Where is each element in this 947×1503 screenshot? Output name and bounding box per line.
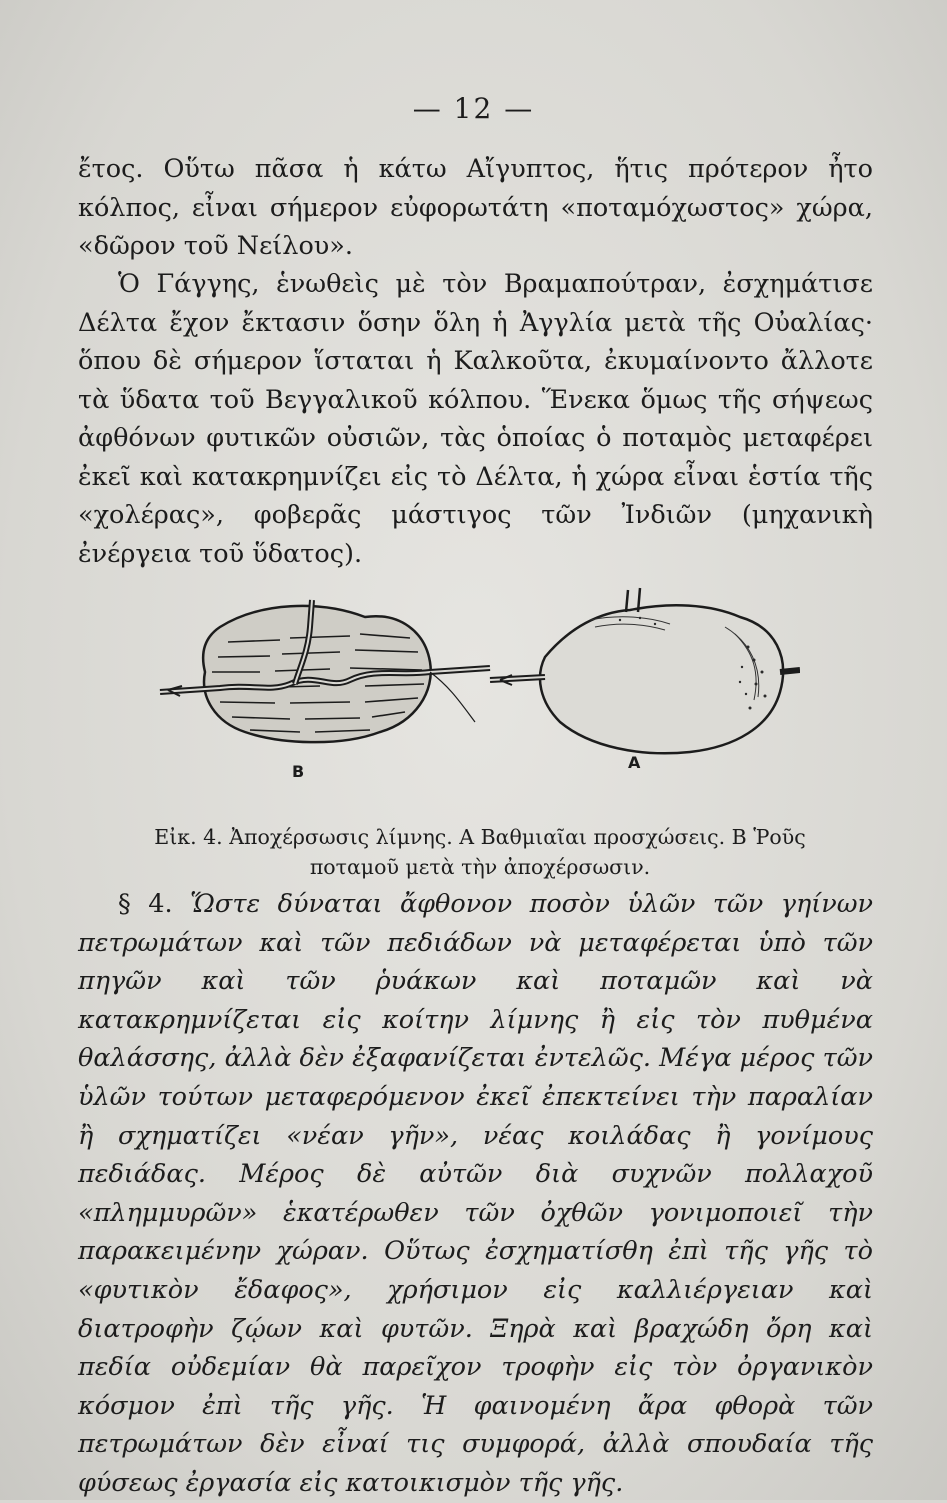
page-number: — 12 —: [412, 92, 535, 125]
figure-caption: Εἰκ. 4. Ἀποχέρσωσις λίμνης. Α Βαθμιαῖαι προσχώσεις. Β Ῥοῦς ποταμοῦ μετὰ τὴν ἀποχέρσωσιν.: [154, 825, 806, 879]
diagram-a: [490, 588, 800, 753]
paragraph-section-4-text: Ὥστε δύναται ἄφθονον ποσὸν ὑλῶν τῶν γηίνων πετρωμάτων καὶ τῶν πεδιάδων νὰ μεταφέρεται ὑπὸ τῶν πηγῶν καὶ τῶν ῥυάκων καὶ ποταμῶν καὶ νὰ κατακρημνίζεται εἰς κοίτην λίμνης ἢ εἰς τὸν πυθμένα θαλάσσης, ἀλλὰ δὲν ἐξαφανίζεται ἐντελῶς. Μέγα μέρος τῶν ὑλῶν τούτων μεταφερόμενον ἐκεῖ ἐπεκτείνει τὴν παραλίαν ἢ σχηματίζει «νέαν γῆν», νέας κοιλάδας ἢ γονίμους πεδιάδας. Μέρος δὲ αὐτῶν διὰ συχνῶν πολλαχοῦ «πλημμυρῶν» ἑκατέρωθεν τῶν ὀχθῶν γονιμοποιεῖ τὴν παρακειμένην χώραν. Οὕτως ἐσχηματίσθη ἐπὶ τῆς γῆς τὸ «φυτικὸν ἔδαφος», χρήσιμον εἰς καλλιέργειαν καὶ διατροφὴν ζῴων καὶ φυτῶν. Ξηρὰ καὶ βραχώδη ὄρη καὶ πεδία οὐδεμίαν θὰ παρεῖχον τροφὴν εἰς τὸν ὀργανικὸν κόσμον ἐπὶ τῆς γῆς. Ἡ φαινομένη ἄρα φθορὰ τῶν πετρωμάτων δὲν εἶναί τις συμφορά, ἀλλὰ σπουδαία τῆς φύσεως ἐργασία εἰς κατοικισμὸν τῆς γῆς.: [78, 889, 874, 1498]
diagram-a-label: A: [628, 753, 641, 772]
paragraph-ganges: Ὁ Γάγγης, ἑνωθεὶς μὲ τὸν Βραμαπούτραν, ἐσχημάτισε Δέλτα ἔχον ἔκτασιν ὅσην ὅλη ἡ Ἀγγλία μετὰ τῆς Οὐαλίας· ὅπου δὲ σήμερον ἵσταται ἡ Καλκοῦτα, ἐκυμαίνοντο ἄλλοτε τὰ ὕδατα τοῦ Βεγγαλικοῦ κόλπου. Ἕνεκα ὅμως τῆς σήψεως ἀφθόνων φυτικῶν οὐσιῶν, τὰς ὁποίας ὁ ποταμὸς μεταφέρει ἐκεῖ καὶ κατακρημνίζει εἰς τὸ Δέλτα, ἡ χώρα εἶναι ἑστία τῆς «χολέρας», φοβερᾶς μάστιγος τῶν Ἰνδιῶν (μηχανικὴ ἐνέργεια τοῦ ὕδατος).: [78, 269, 873, 569]
lake-diagram-illustration: [150, 572, 800, 787]
section-number: § 4.: [118, 889, 173, 919]
diagram-b: [160, 600, 490, 742]
figure-lake-infilling: [150, 572, 800, 787]
paragraph-nile: ἔτος. Οὕτω πᾶσα ἡ κάτω Αἴγυπτος, ἥτις πρότερον ἦτο κόλπος, εἶναι σήμερον εὐφορωτάτη «ποταμόχωστος» χώρα, «δῶρον τοῦ Νείλου».: [78, 154, 873, 261]
diagram-b-label: B: [292, 762, 305, 781]
paragraph-section-4: [78, 885, 873, 1503]
